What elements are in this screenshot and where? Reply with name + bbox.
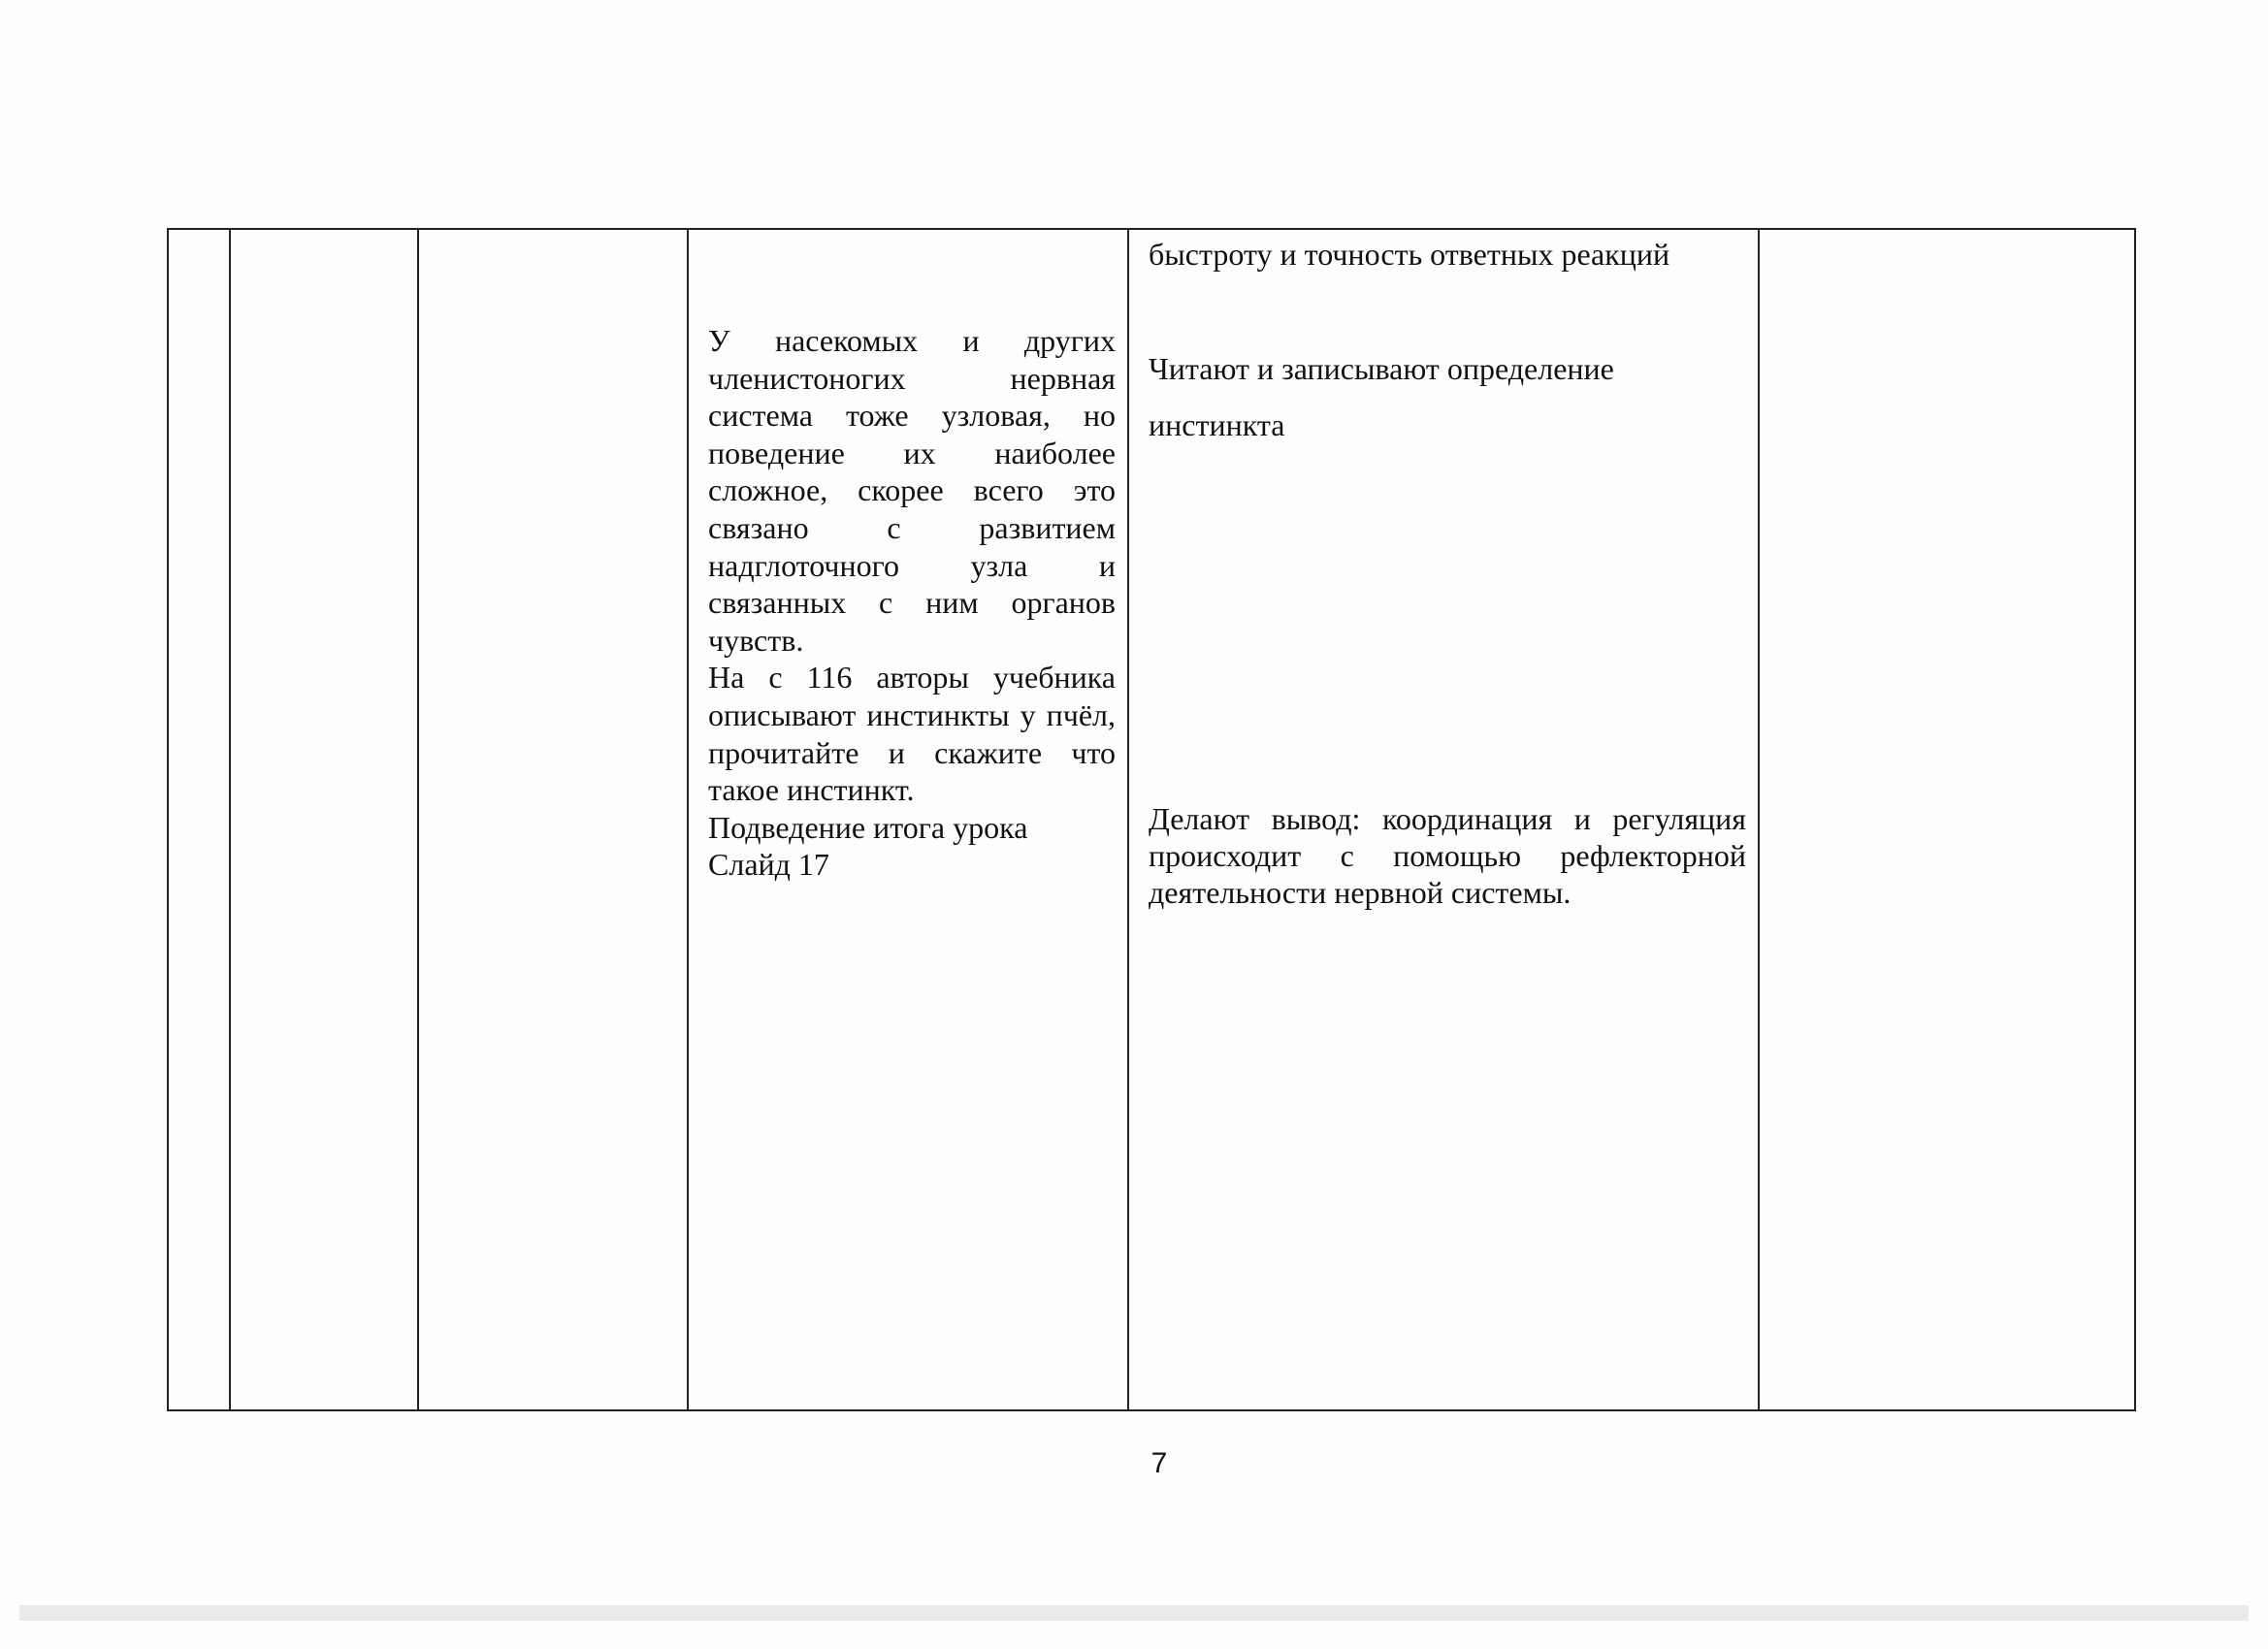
- table-column-3: [419, 230, 689, 1409]
- student-line-instinct: инстинкта: [1149, 407, 1285, 442]
- teacher-activity-text: [708, 322, 1116, 884]
- table-column-student-activity: [1129, 230, 1760, 1409]
- student-line-conclusion: Делают вывод: координация и регуляция происходит с помощью рефлекторной деятельности нервной системы.: [1149, 801, 1746, 910]
- table-column-1: [169, 230, 231, 1409]
- lesson-table: [167, 228, 2136, 1411]
- paragraph-textbook: На с 116 авторы учебника описывают инстинкты у пчёл, прочитайте и скажите что такое инстинкт.: [708, 660, 1116, 808]
- page-number: 7: [1150, 1447, 1168, 1479]
- table-column-2: [231, 230, 419, 1409]
- table-column-6: [1760, 230, 2136, 1409]
- student-line-definition: Читают и записывают определение: [1149, 351, 1614, 386]
- paragraph-insects: У насекомых и других членистоногих нервная система тоже узловая, но поведение их наиболее сложное, скорее всего это связано с развитием надглоточного узла и связанных с ним органов чувств.: [708, 323, 1116, 658]
- student-line-reactions: быстроту и точность ответных реакций: [1149, 237, 1670, 272]
- table-column-teacher-activity: [689, 230, 1129, 1409]
- paragraph-slide: Слайд 17: [708, 847, 829, 883]
- scan-edge: [19, 1605, 2249, 1621]
- paragraph-summary: Подведение итога урока: [708, 809, 1028, 845]
